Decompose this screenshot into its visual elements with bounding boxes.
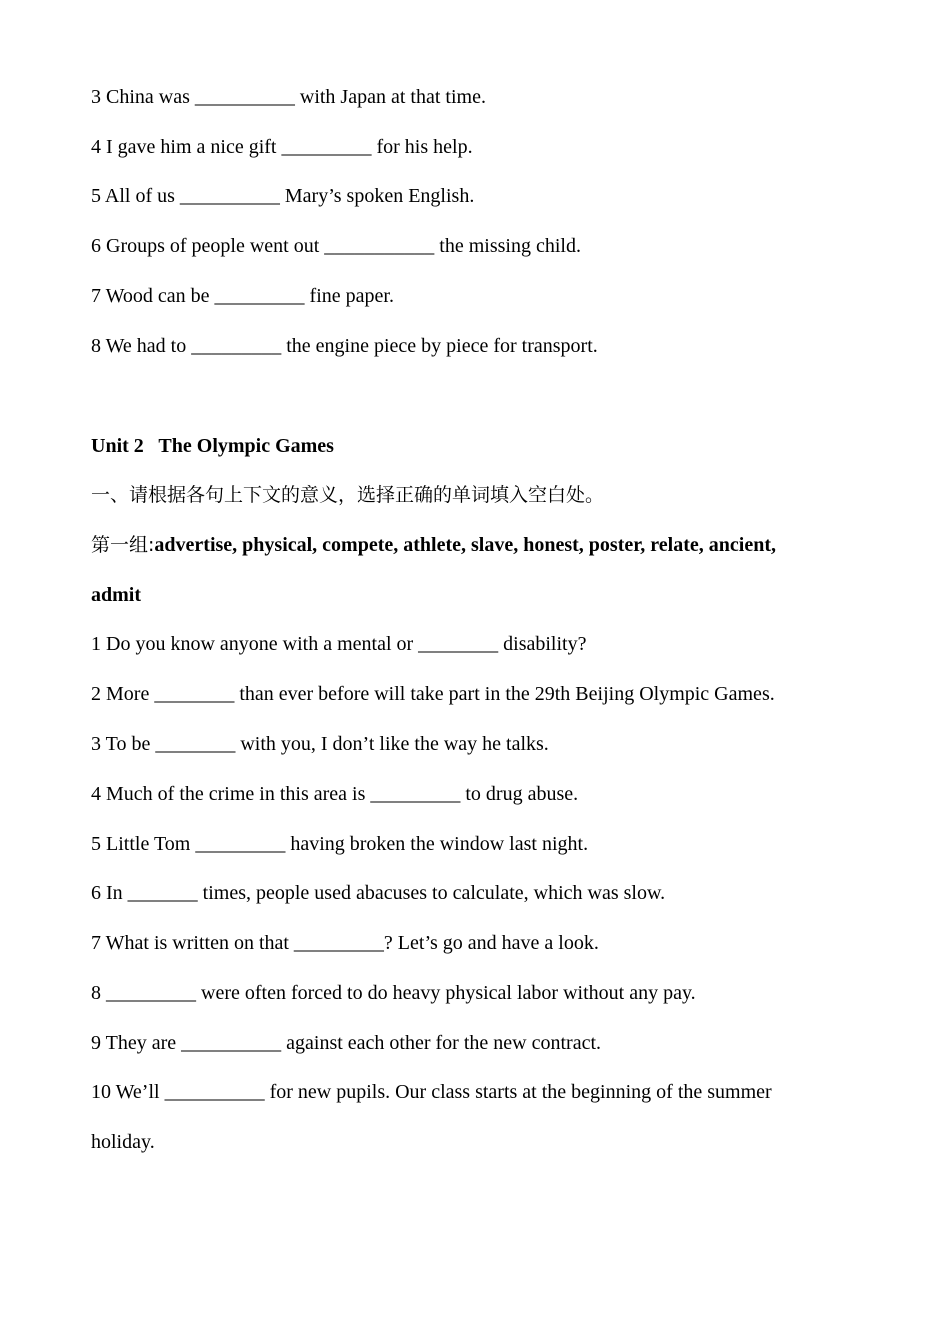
word-list-line bbox=[91, 533, 776, 557]
question-3: 3 To be ________ with you, I don’t like the way he talks. bbox=[91, 733, 549, 755]
question-7: 7 What is written on that _________? Let’s go and have a look. bbox=[91, 932, 599, 954]
question-10: 10 We’ll __________ for new pupils. Our class starts at the beginning of the summer bbox=[91, 1081, 772, 1103]
unit-title: Unit 2 The Olympic Games bbox=[91, 435, 334, 457]
group-label: 第一组: bbox=[91, 534, 155, 556]
exercise-item-6: 6 Groups of people went out ___________ the missing child. bbox=[91, 235, 581, 257]
question-1: 1 Do you know anyone with a mental or ________ disability? bbox=[91, 633, 587, 655]
exercise-item-7: 7 Wood can be _________ fine paper. bbox=[91, 285, 394, 307]
question-2: 2 More ________ than ever before will take part in the 29th Beijing Olympic Games. bbox=[91, 683, 775, 705]
exercise-item-3: 3 China was __________ with Japan at that time. bbox=[91, 86, 486, 108]
question-5: 5 Little Tom _________ having broken the window last night. bbox=[91, 833, 589, 855]
exercise-item-4: 4 I gave him a nice gift _________ for his help. bbox=[91, 136, 473, 158]
word-list: advertise, physical, compete, athlete, slave, honest, poster, relate, ancient, bbox=[154, 534, 776, 556]
question-9: 9 They are __________ against each other for the new contract. bbox=[91, 1032, 601, 1054]
question-4: 4 Much of the crime in this area is _________ to drug abuse. bbox=[91, 783, 579, 805]
instruction-text: 一、请根据各句上下文的意义，选择正确的单词填入空白处。 bbox=[91, 484, 605, 506]
question-10-continuation: holiday. bbox=[91, 1131, 155, 1153]
exercise-item-5: 5 All of us __________ Mary’s spoken English. bbox=[91, 185, 475, 207]
exercise-item-8: 8 We had to _________ the engine piece by piece for transport. bbox=[91, 335, 598, 357]
question-6: 6 In _______ times, people used abacuses to calculate, which was slow. bbox=[91, 882, 666, 904]
word-list-continuation: admit bbox=[91, 584, 141, 606]
question-8: 8 _________ were often forced to do heavy physical labor without any pay. bbox=[91, 982, 696, 1004]
